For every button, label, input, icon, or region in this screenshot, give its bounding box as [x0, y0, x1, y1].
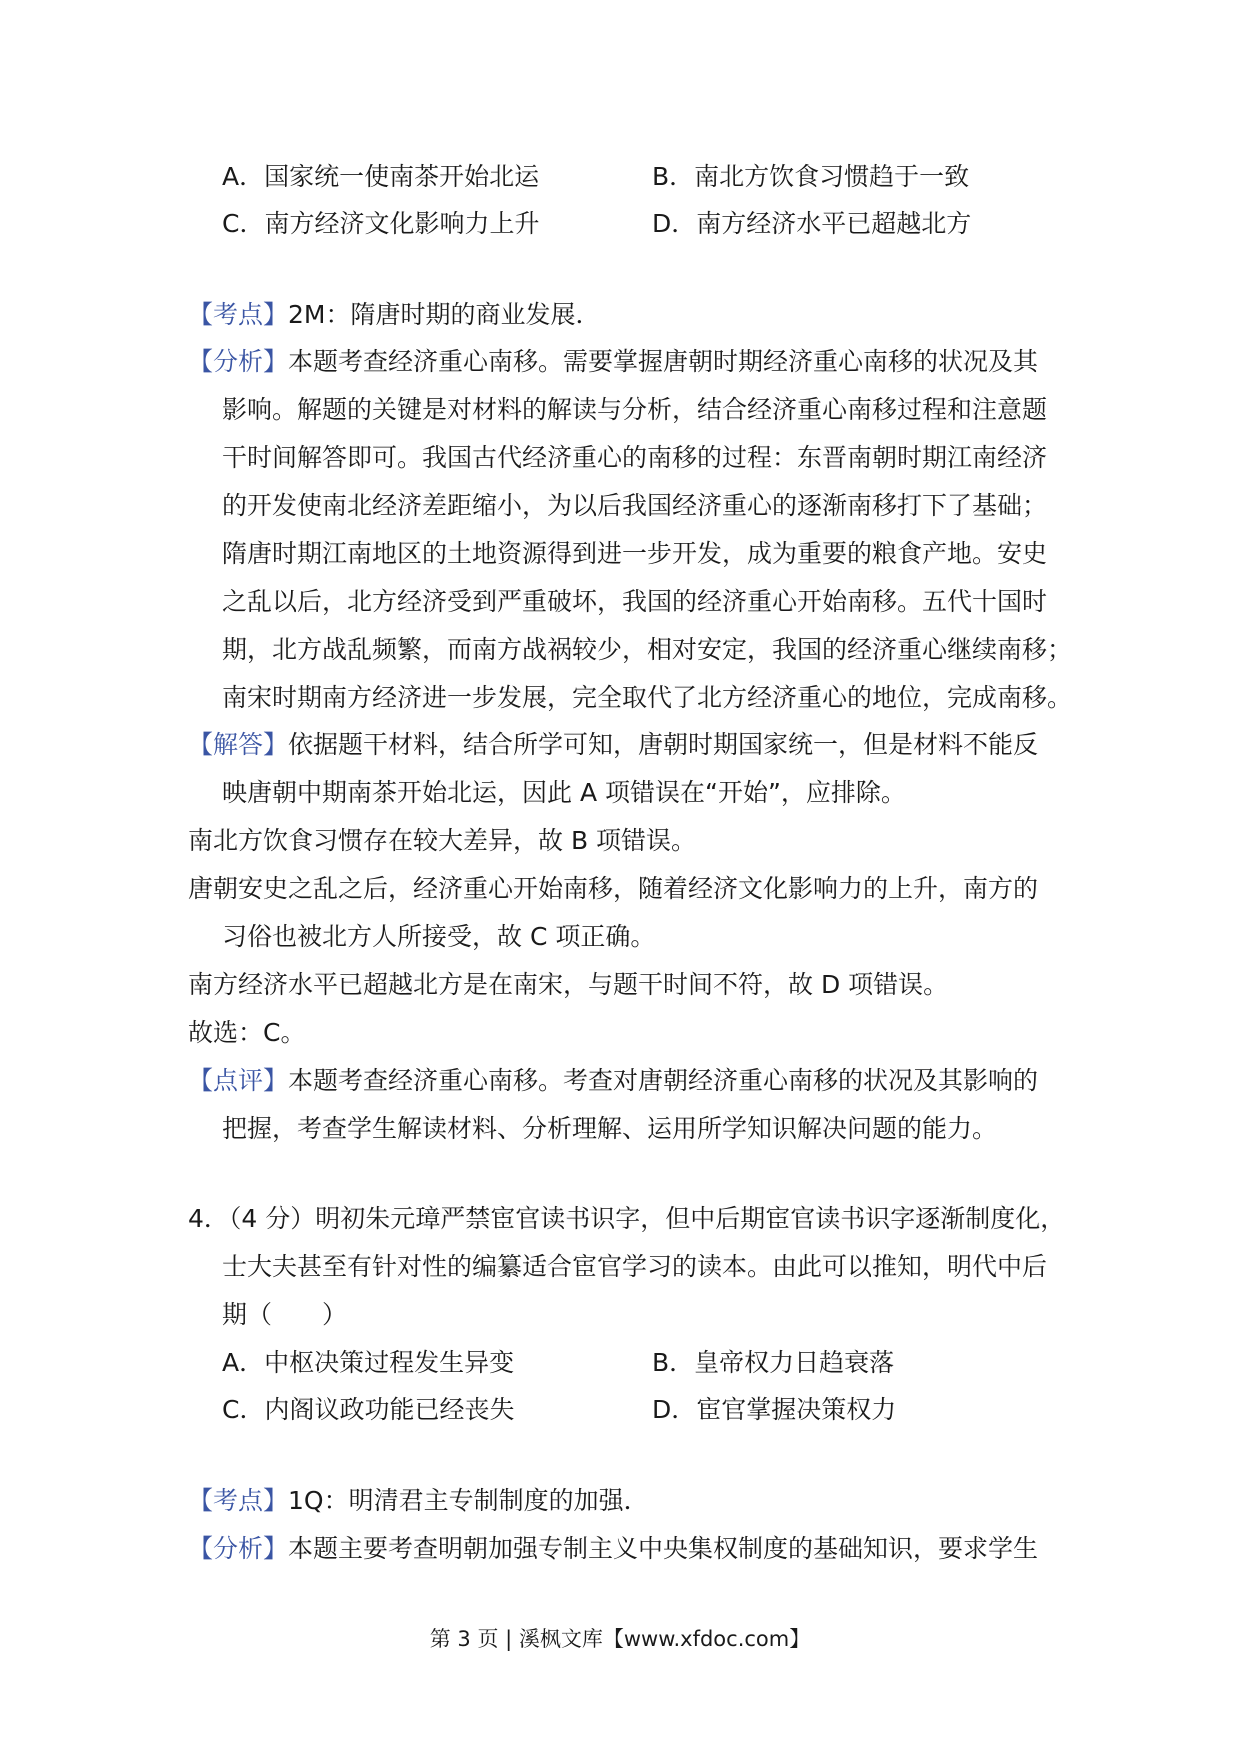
q3-option-d: D．南方经济水平已超越北方 [652, 209, 972, 238]
q4-kaodian-text: 1Q：明清君主专制制度的加强． [288, 1486, 649, 1515]
page-footer: 第 3 页 | 溪枫文库【www.xfdoc.com】 [429, 1627, 811, 1651]
q3-dianping-tag: 【点评】 [188, 1066, 289, 1095]
q3-fenxi-line-1: 本题考查经济重心南移。需要掌握唐朝时期经济重心南移的状况及其 [288, 347, 1039, 376]
q4-fenxi-tag: 【分析】 [188, 1534, 289, 1563]
q3-jieda [188, 728, 1038, 762]
q3-option-b: B．南北方饮食习惯趋于一致 [652, 162, 970, 191]
q3-dianping [188, 1064, 1038, 1098]
q4-stem-line-1: 4．（4 分）明初朱元璋严禁宦官读书识字，但中后期宦官读书识字逐渐制度化， [188, 1204, 1066, 1233]
q3-jieda-line-4: 唐朝安史之乱之后，经济重心开始南移，随着经济文化影响力的上升，南方的 [188, 874, 1039, 903]
q4-option-d: D．宦官掌握决策权力 [652, 1395, 897, 1424]
q3-kaodian-text: 2M：隋唐时期的商业发展． [288, 300, 601, 329]
q3-kaodian-tag: 【考点】 [188, 300, 289, 329]
q3-fenxi-line-3: 干时间解答即可。我国古代经济重心的南移的过程：东晋南朝时期江南经济 [222, 443, 1048, 472]
q4-kaodian [188, 1484, 649, 1518]
q4-stem-line-3: 期（ ） [222, 1300, 348, 1329]
q3-dianping-line-2: 把握，考查学生解读材料、分析理解、运用所学知识解决问题的能力。 [222, 1114, 998, 1143]
q3-jieda-tag: 【解答】 [188, 730, 289, 759]
q3-jieda-line-6: 南方经济水平已超越北方是在南宋，与题干时间不符，故 D 项错误。 [188, 970, 949, 999]
q3-fenxi [188, 345, 1038, 379]
q3-kaodian [188, 298, 601, 332]
q4-option-c: C．内阁议政功能已经丧失 [222, 1395, 515, 1424]
q4-stem-line-2: 士大夫甚至有针对性的编纂适合宦官学习的读本。由此可以推知，明代中后 [222, 1252, 1048, 1281]
q4-option-a: A．中枢决策过程发生异变 [222, 1348, 515, 1377]
q3-fenxi-line-2: 影响。解题的关键是对材料的解读与分析，结合经济重心南移过程和注意题 [222, 395, 1048, 424]
q3-fenxi-tag: 【分析】 [188, 347, 289, 376]
q4-option-b: B．皇帝权力日趋衰落 [652, 1348, 895, 1377]
q4-fenxi-text: 本题主要考查明朝加强专制主义中央集权制度的基础知识，要求学生 [288, 1534, 1039, 1563]
q4-kaodian-tag: 【考点】 [188, 1486, 289, 1515]
q3-jieda-line-5: 习俗也被北方人所接受，故 C 项正确。 [222, 922, 656, 951]
q4-fenxi [188, 1532, 1038, 1566]
q3-jieda-line-3: 南北方饮食习惯存在较大差异，故 B 项错误。 [188, 826, 697, 855]
q3-fenxi-line-4: 的开发使南北经济差距缩小，为以后我国经济重心的逐渐南移打下了基础； [222, 491, 1048, 520]
q3-option-a: A．国家统一使南茶开始北运 [222, 162, 540, 191]
q3-jieda-line-1: 依据题干材料，结合所学可知，唐朝时期国家统一，但是材料不能反 [288, 730, 1039, 759]
q3-fenxi-line-6: 之乱以后，北方经济受到严重破坏，我国的经济重心开始南移。五代十国时 [222, 587, 1048, 616]
q3-fenxi-line-7: 期，北方战乱频繁，而南方战祸较少，相对安定，我国的经济重心继续南移； [222, 635, 1073, 664]
q3-jieda-line-7: 故选：C。 [188, 1018, 306, 1047]
q3-fenxi-line-5: 隋唐时期江南地区的土地资源得到进一步开发，成为重要的粮食产地。安史 [222, 539, 1048, 568]
q3-option-c: C．南方经济文化影响力上升 [222, 209, 540, 238]
q3-fenxi-line-8: 南宋时期南方经济进一步发展，完全取代了北方经济重心的地位，完成南移。 [222, 683, 1073, 712]
q3-dianping-line-1: 本题考查经济重心南移。考查对唐朝经济重心南移的状况及其影响的 [288, 1066, 1039, 1095]
q3-jieda-line-2: 映唐朝中期南茶开始北运，因此 A 项错误在“开始”，应排除。 [222, 778, 906, 807]
